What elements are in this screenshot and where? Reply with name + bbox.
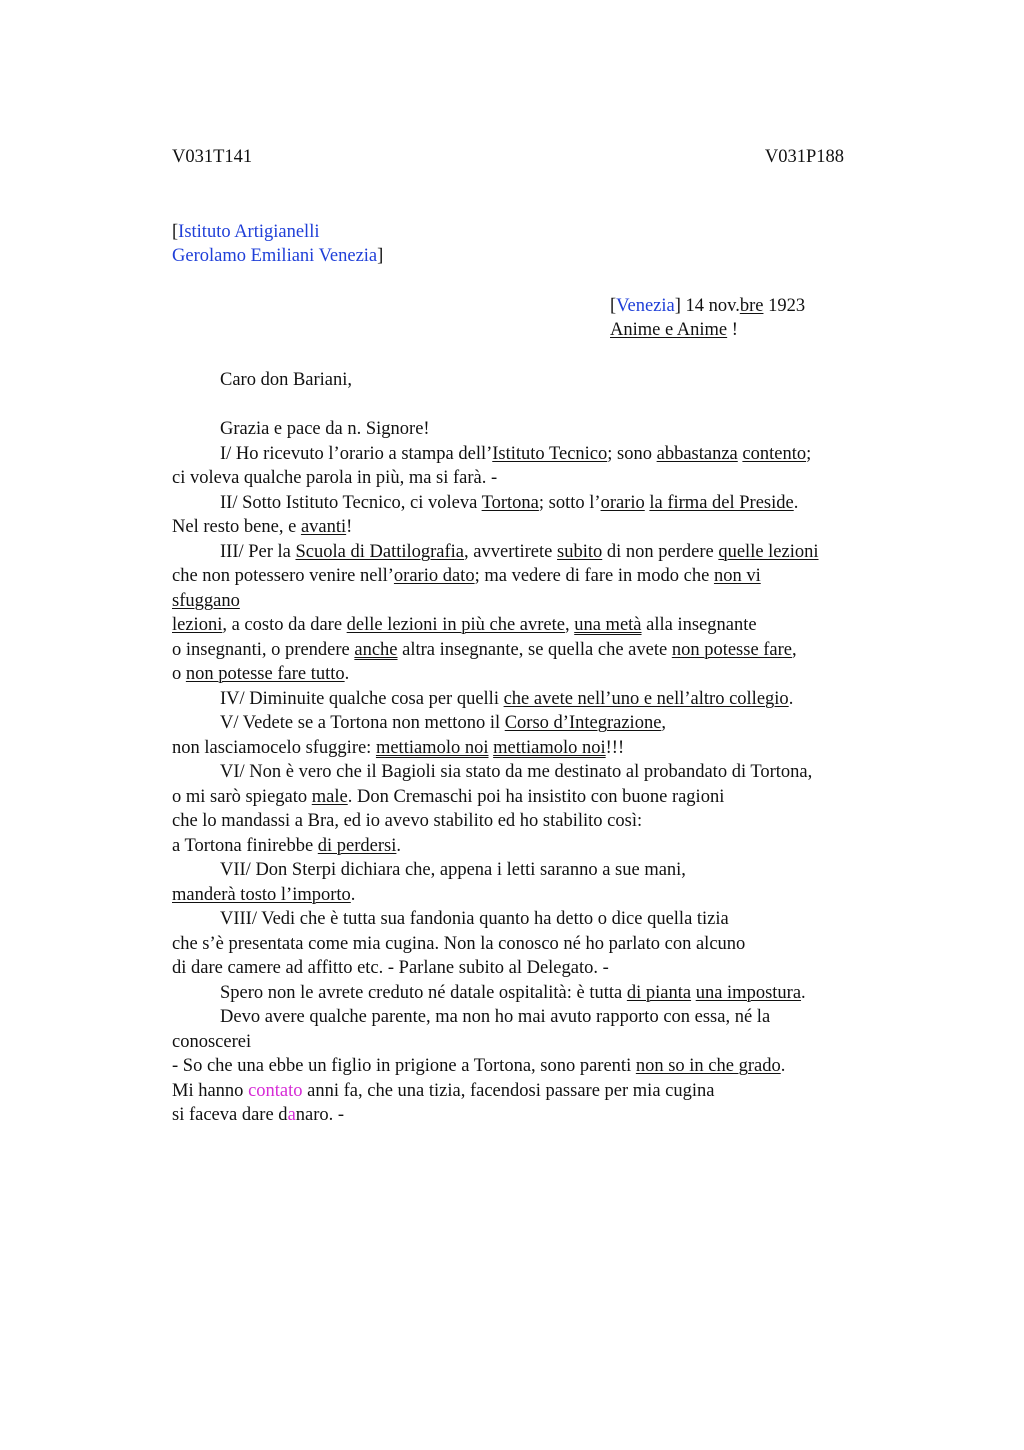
motto-tail: ! bbox=[727, 320, 738, 340]
double-underlined-text: mettiamolo noi bbox=[493, 737, 606, 758]
underlined-text: contento bbox=[742, 443, 807, 464]
text: o insegnanti, o prendere bbox=[172, 639, 355, 660]
double-underlined-text: una metà bbox=[574, 615, 642, 635]
text: . bbox=[788, 688, 794, 709]
text: alla insegnante bbox=[641, 615, 757, 635]
text: II/ Sotto Istituto Tecnico, ci voleva bbox=[220, 492, 482, 513]
text: !!! bbox=[605, 737, 625, 758]
text: ; bbox=[806, 443, 812, 464]
bracket: [ bbox=[610, 295, 617, 316]
paragraph-4 bbox=[172, 687, 902, 712]
text: o mi sarò spiegato bbox=[172, 786, 312, 807]
paragraph-2 bbox=[172, 491, 902, 540]
text: . bbox=[350, 884, 356, 905]
text: a Tortona finirebbe bbox=[172, 835, 318, 856]
underlined-text: non potesse fare tutto bbox=[185, 664, 345, 684]
text: ; ma vedere di fare in modo che bbox=[474, 566, 714, 586]
text-line: ci voleva qualche parola in più, ma si farà. - bbox=[172, 468, 498, 488]
paragraph-8 bbox=[172, 907, 902, 981]
underlined-text: avanti bbox=[300, 517, 347, 537]
text: ; sotto l’ bbox=[538, 492, 601, 513]
text: , a costo da dare bbox=[222, 615, 347, 635]
underlined-text: abbastanza bbox=[656, 443, 738, 464]
underlined-text: quelle lezioni bbox=[718, 541, 819, 562]
text-line: VII/ Don Sterpi dichiara che, appena i letti saranno a sue mani, bbox=[220, 860, 686, 880]
underlined-text: non potesse fare bbox=[671, 639, 793, 660]
underlined-text: non vi bbox=[713, 566, 761, 586]
text: di non perdere bbox=[602, 541, 719, 562]
underlined-text: la firma del Preside bbox=[649, 492, 794, 513]
date-month-suffix: bre bbox=[739, 295, 764, 316]
text: , bbox=[661, 713, 667, 733]
text: anni fa, che una tizia, facendosi passare per mia cugina bbox=[302, 1080, 715, 1101]
highlighted-letter: a bbox=[287, 1105, 296, 1125]
underlined-text: sfuggano bbox=[172, 590, 240, 611]
text-line: che lo mandassi a Bra, ed io avevo stabilito ed ho stabilito così: bbox=[172, 811, 643, 831]
text: - So che una ebbe un figlio in prigione a Tortona, sono parenti bbox=[172, 1056, 636, 1076]
reference-row bbox=[172, 145, 844, 170]
underlined-text: Istituto Tecnico bbox=[492, 443, 608, 464]
motto: Anime e Anime bbox=[610, 320, 728, 340]
dateline bbox=[610, 294, 902, 343]
underlined-text: Scuola di Dattilografia bbox=[295, 541, 465, 562]
paragraph-5 bbox=[172, 711, 902, 760]
paragraph-1 bbox=[172, 442, 902, 491]
text-line: Devo avere qualche parente, ma non ho mai avuto rapporto con essa, né la bbox=[220, 1007, 771, 1027]
text: non lasciamocelo sfuggire: bbox=[172, 737, 376, 758]
text: ! bbox=[346, 517, 353, 537]
underlined-text: Corso d’Integrazione bbox=[504, 713, 662, 733]
text: , bbox=[792, 639, 797, 660]
text: . bbox=[344, 664, 350, 684]
text-line: di dare camere ad affitto etc. - Parlane subito al Delegato. - bbox=[172, 958, 609, 978]
bracket: ] bbox=[377, 246, 384, 266]
underlined-text: orario bbox=[600, 492, 645, 513]
text: si faceva dare d bbox=[172, 1105, 288, 1125]
letterhead-line2: Gerolamo Emiliani Venezia bbox=[172, 246, 378, 266]
date-text: 14 nov. bbox=[680, 295, 740, 316]
underlined-text: non so in che grado bbox=[635, 1056, 781, 1076]
text: . bbox=[801, 982, 806, 1003]
paragraph-7 bbox=[172, 858, 902, 907]
text: Nel resto bene, e bbox=[172, 517, 301, 537]
underlined-text: delle lezioni in più che avrete bbox=[346, 615, 565, 635]
underlined-text: Tortona bbox=[481, 492, 539, 513]
date-place: Venezia bbox=[616, 295, 675, 316]
text: Spero non le avrete creduto né datale ospitalità: è tutta bbox=[220, 982, 627, 1003]
ref-right: V031P188 bbox=[764, 147, 844, 167]
letter-page bbox=[172, 145, 902, 1128]
text: , avvertirete bbox=[464, 541, 557, 562]
text: V/ Vedete se a Tortona non mettono il bbox=[220, 713, 505, 733]
underlined-text: di perdersi bbox=[317, 835, 397, 856]
underlined-text: orario dato bbox=[393, 566, 475, 586]
paragraph-3 bbox=[172, 540, 902, 687]
greeting: Grazia e pace da n. Signore! bbox=[220, 419, 430, 439]
text: III/ Per la bbox=[220, 541, 296, 562]
text: , bbox=[564, 615, 575, 635]
date-year: 1923 bbox=[763, 295, 806, 316]
text-line: VI/ Non è vero che il Bagioli sia stato da me destinato al probandato di Tortona, bbox=[220, 762, 813, 782]
underlined-text: manderà tosto l’importo bbox=[172, 884, 351, 905]
underlined-text: male bbox=[311, 786, 348, 807]
text: o bbox=[172, 664, 186, 684]
text: naro. - bbox=[295, 1105, 345, 1125]
text: . bbox=[793, 492, 799, 513]
underlined-text: subito bbox=[557, 541, 603, 562]
text: altra insegnante, se quella che avete bbox=[397, 639, 672, 660]
letterhead-line1: Istituto Artigianelli bbox=[178, 221, 320, 242]
text: IV/ Diminuite qualche cosa per quelli bbox=[220, 688, 504, 709]
paragraph-9 bbox=[172, 981, 902, 1006]
highlighted-word: contato bbox=[248, 1080, 303, 1101]
double-underlined-text: anche bbox=[354, 639, 398, 660]
text-line: che s’è presentata come mia cugina. Non la conosco né ho parlato con alcuno bbox=[172, 933, 746, 954]
text: . Don Cremaschi poi ha insistito con buone ragioni bbox=[347, 786, 725, 807]
text-line: VIII/ Vedi che è tutta sua fandonia quanto ha detto o dice quella tizia bbox=[220, 909, 729, 929]
underlined-text: che avete nell’uno e nell’altro collegio bbox=[503, 688, 789, 709]
double-underlined-text: mettiamolo noi bbox=[375, 737, 489, 758]
text: Mi hanno bbox=[172, 1080, 249, 1101]
ref-left: V031T141 bbox=[172, 147, 253, 167]
text: . bbox=[780, 1056, 786, 1076]
text-line: conoscerei bbox=[172, 1031, 252, 1052]
underlined-text: di pianta bbox=[626, 982, 692, 1003]
bracket: ] bbox=[674, 295, 681, 316]
bracket: [ bbox=[172, 221, 179, 242]
paragraph-6 bbox=[172, 760, 902, 858]
underlined-text: lezioni bbox=[172, 615, 223, 635]
text: che non potessero venire nell’ bbox=[172, 566, 394, 586]
underlined-text: una impostura bbox=[695, 982, 802, 1003]
paragraph-10 bbox=[172, 1005, 902, 1128]
text: . bbox=[396, 835, 402, 856]
text: I/ Ho ricevuto l’orario a stampa dell’ bbox=[220, 443, 493, 464]
text: ; sono bbox=[607, 443, 657, 464]
letterhead bbox=[172, 220, 902, 269]
salutation: Caro don Bariani, bbox=[220, 369, 353, 390]
